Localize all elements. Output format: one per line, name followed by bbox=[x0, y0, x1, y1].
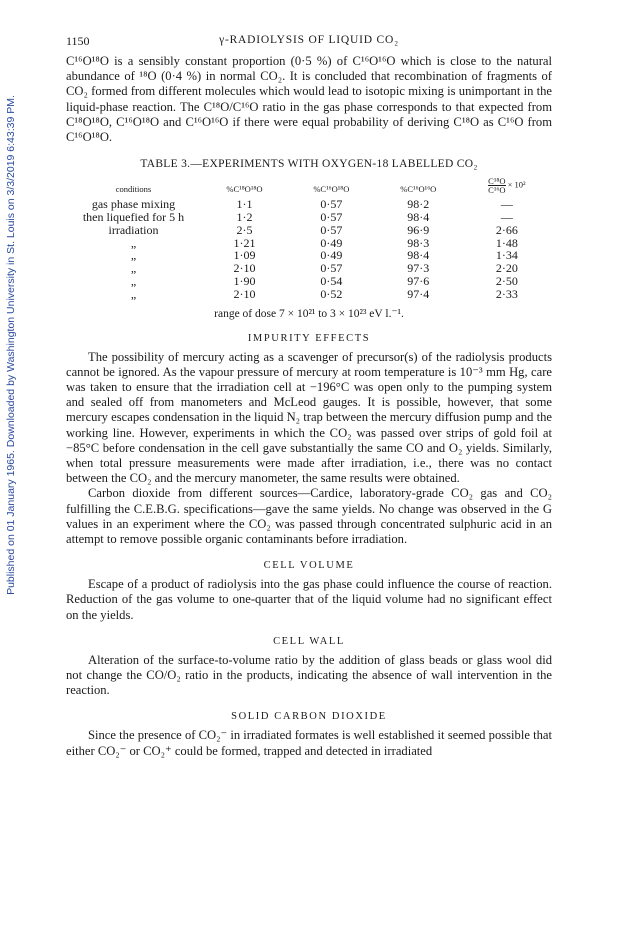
cell-condition: „ bbox=[130, 235, 137, 250]
dose-range-note: range of dose 7 × 10²¹ to 3 × 10²³ eV l.⁻¹. bbox=[214, 307, 404, 320]
col-c18o18o: %C¹⁸O¹⁸O bbox=[226, 184, 263, 195]
cell-c18o18o: 1·90 bbox=[233, 274, 256, 288]
heading-cell-volume: CELL VOLUME bbox=[263, 560, 355, 572]
cell-c16o18o: 0·54 bbox=[320, 274, 343, 288]
heading-cell-wall: CELL WALL bbox=[273, 635, 345, 647]
table-caption: TABLE 3.—EXPERIMENTS WITH OXYGEN-18 LABELLED CO₂ bbox=[140, 158, 478, 171]
cell-ratio: 1·34 bbox=[495, 248, 518, 263]
page-number: 1150 bbox=[66, 34, 90, 48]
cell-c16o16o: 98·2 bbox=[407, 197, 430, 212]
table-row bbox=[66, 237, 552, 250]
table-row bbox=[66, 262, 552, 275]
watermark-text: Published on 01 January 1965. Downloaded by Washington University in St. Louis on 3/3/2019 6:43:39 PM. bbox=[5, 95, 17, 595]
table-row bbox=[66, 249, 552, 262]
isotope-table bbox=[66, 177, 552, 300]
col-ratio bbox=[462, 177, 552, 198]
cell-c18o18o: 1·09 bbox=[233, 248, 256, 263]
table-row bbox=[66, 275, 552, 288]
table-row bbox=[66, 211, 552, 224]
cell-c16o16o: 97·3 bbox=[407, 261, 430, 276]
cell-c18o18o: 2·5 bbox=[236, 222, 253, 237]
cell-c16o18o: 0·57 bbox=[320, 261, 343, 276]
cell-c16o16o: 97·6 bbox=[407, 274, 430, 288]
ratio-numerator: C¹⁸O bbox=[488, 176, 506, 187]
cell-c16o16o: 96·9 bbox=[407, 222, 430, 237]
cell-condition: then liquefied for 5 h bbox=[82, 210, 185, 225]
cell-condition: „ bbox=[130, 248, 137, 263]
cell-c16o16o: 98·4 bbox=[407, 248, 430, 263]
cell-ratio: 2·20 bbox=[495, 261, 518, 276]
paragraph-co2-sources: Carbon dioxide from different sources—Cardice, laboratory-grade CO₂ gas and CO₂ fulfilling the C.E.B.G. specifications—gave the same yields. No change was observed in the G values in an experiment where the CO₂ was passed through concentrated sulphuric acid in an attempt to remove possible organic contaminants before irradiation. bbox=[66, 486, 552, 547]
cell-ratio: 2·66 bbox=[495, 222, 518, 237]
ratio-multiplier: × 10² bbox=[507, 179, 526, 190]
cell-ratio: 2·50 bbox=[495, 274, 518, 288]
heading-impurity-effects: IMPURITY EFFECTS bbox=[247, 332, 371, 344]
paragraph-isotope-result: C¹⁶O¹⁸O is a sensibly constant proportion (0·5 %) of C¹⁶O¹⁶O which is close to the natural abundance of ¹⁸O (0·4 %) in normal CO₂. It is concluded that recombination of fragments of CO₂ formed from different molecules which would lead to isotopic mixing is unimportant in the liquid-phase reaction. The C¹⁸O/C¹⁶O ratio in the gas phase corresponds to that expected from C¹⁸O¹⁸O, C¹⁶O¹⁸O and C¹⁶O¹⁶O if there were equal probability of deriving C¹⁸O as C¹⁶O from C¹⁶O¹⁸O. bbox=[66, 54, 552, 145]
cell-condition: „ bbox=[130, 261, 137, 276]
paragraph-cell-volume: Escape of a product of radiolysis into the gas phase could influence the course of reaction. Reduction of the gas volume to one-quarter that of the liquid volume had no significant effect on the yields. bbox=[66, 577, 552, 622]
cell-c16o16o: 98·3 bbox=[407, 235, 430, 250]
col-conditions: conditions bbox=[115, 184, 152, 195]
journal-page bbox=[66, 34, 552, 759]
cell-c16o18o: 0·49 bbox=[320, 248, 343, 263]
ratio-denominator: C¹⁶O bbox=[488, 185, 506, 196]
heading-solid-co2: SOLID CARBON DIOXIDE bbox=[231, 711, 387, 723]
cell-ratio: 1·48 bbox=[495, 235, 518, 250]
paragraph-mercury: The possibility of mercury acting as a scavenger of precursor(s) of the radiolysis products cannot be ignored. As the vapour pressure of mercury at room temperature is 10⁻³ mm Hg, care was taken to ensure that the irradiation cell at −196°C was open only to the pumping system and sealed off from manometers and McLeod gauges. It is possible, however, that some mercury escapes condensation in the liquid N₂ trap between the mercury diffusion pump and the working line. However, experiments in which the CO₂ was passed over strips of gold foil at −85°C before condensation in the cell gave substantially the same CO and O₂ yields. Similarly, when total pressure measurements were made after irradiation, i.e., there was no contact between the CO₂ and the mercury manometer, the same results were obtained. bbox=[66, 349, 552, 486]
cell-condition: „ bbox=[130, 286, 137, 301]
running-title: γ-RADIOLYSIS OF LIQUID CO₂ bbox=[219, 34, 399, 46]
paragraph-cell-wall: Alteration of the surface-to-volume ratio by the addition of glass beads or glass wool did not change the CO/O₂ ratio in the products, indicating the absence of wall intervention in the reaction. bbox=[66, 652, 552, 698]
download-watermark bbox=[0, 95, 22, 595]
cell-c18o18o: 1·2 bbox=[236, 210, 253, 225]
cell-c16o18o: 0·57 bbox=[320, 210, 343, 225]
paragraph-solid-co2: Since the presence of CO₂⁻ in irradiated formates is well established it seemed possible that either CO₂⁻ or CO₂⁺ could be formed, trapped and detected in irradiated bbox=[66, 728, 552, 758]
cell-c18o18o: 2·10 bbox=[233, 261, 256, 276]
cell-c18o18o: 2·10 bbox=[233, 286, 256, 301]
col-c16o18o: %C¹⁶O¹⁸O bbox=[313, 184, 350, 195]
cell-ratio: 2·33 bbox=[495, 286, 518, 301]
cell-ratio: — bbox=[500, 197, 513, 212]
table-header-row bbox=[66, 177, 552, 198]
cell-c16o16o: 98·4 bbox=[407, 210, 430, 225]
table-row bbox=[66, 288, 552, 301]
cell-c16o18o: 0·52 bbox=[320, 286, 343, 301]
cell-ratio: — bbox=[500, 210, 513, 225]
table-row bbox=[66, 224, 552, 237]
cell-condition: „ bbox=[130, 274, 137, 288]
col-c16o16o: %C¹⁶O¹⁶O bbox=[400, 184, 437, 195]
cell-c16o18o: 0·57 bbox=[320, 222, 343, 237]
page-header bbox=[66, 34, 552, 54]
cell-c16o16o: 97·4 bbox=[407, 286, 430, 301]
ratio-fraction bbox=[488, 177, 505, 194]
cell-condition: gas phase mixing bbox=[91, 197, 176, 212]
cell-c16o18o: 0·49 bbox=[320, 235, 343, 250]
cell-c18o18o: 1·1 bbox=[236, 197, 253, 212]
cell-condition: irradiation bbox=[108, 222, 159, 237]
cell-c16o18o: 0·57 bbox=[320, 197, 343, 212]
cell-c18o18o: 1·21 bbox=[233, 235, 256, 250]
